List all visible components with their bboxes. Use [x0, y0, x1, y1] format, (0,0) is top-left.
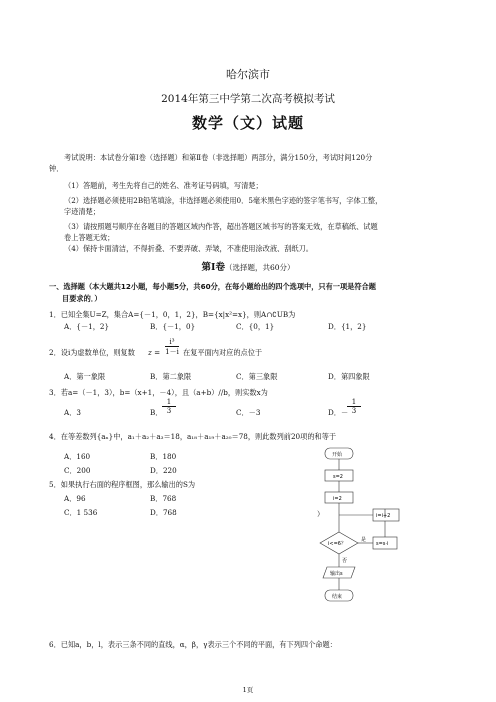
q3-option-a: A．3 — [64, 408, 81, 417]
q3-option-c: C．－3 — [236, 408, 261, 417]
q5-option-d: D．768 — [150, 508, 177, 517]
page-number: 1页 — [242, 686, 254, 694]
q4-option-d: D．220 — [150, 466, 177, 475]
fc-update-i-label: i=i+2 — [376, 513, 391, 519]
q4-option-b: B．180 — [150, 452, 177, 461]
q3-option-b-den: 3 — [166, 407, 172, 415]
instruction-item-4: （4）保持卡面清洁，不得折叠、不要弄破、弄皱，不准使用涂改液、刮纸刀。 — [64, 244, 313, 253]
q3-option-b-num: 1 — [166, 398, 172, 406]
instruction-item-1: （1）答题前，考生先将自己的姓名、准考证号码填，写清楚； — [64, 181, 263, 190]
q3-stem: 3．若a=（－1，3），b=（x+1，－4），且（a+b）//b，则实数x为 — [49, 388, 268, 397]
q1-option-c: C．{0，1} — [236, 322, 275, 331]
instruction-item-3b: 卷上答题无效； — [64, 233, 115, 242]
q2-fraction-den: 1－i — [165, 348, 179, 356]
fc-yes-label: 是 — [361, 537, 367, 543]
q4-option-a: A．160 — [64, 452, 91, 461]
fc-update-s-label: s=s·i — [376, 541, 389, 547]
exam-heading: 2014年第三中学第二次高考模拟考试 — [161, 93, 335, 105]
fc-end-label: 结束 — [332, 594, 343, 600]
q5-option-c: C．1 536 — [64, 508, 98, 517]
fc-no-label: 否 — [342, 558, 348, 564]
q2-z-eq: z = — [148, 348, 161, 357]
q5-option-a: A．96 — [64, 494, 86, 503]
instructions-line1b: 钟． — [49, 164, 64, 173]
q1-option-d: D．{1，2} — [328, 322, 367, 331]
q2-option-d: D．第四象限 — [328, 372, 370, 381]
q2-stem-post: 在复平面内对应的点位于 — [183, 348, 263, 357]
instruction-item-3: （3）请按照题号顺序在各题目的答题区域内作答，超出答题区域书写的答案无效，在草稿纸、试题 — [64, 222, 378, 231]
section-heading-note: （选择题，共60分） — [224, 263, 295, 272]
q2-fraction-num: i³ — [169, 338, 175, 346]
q3-option-d-num: 1 — [351, 398, 357, 406]
section-intro-2: 目要求的．） — [62, 294, 102, 303]
fc-output-label: 输出s — [330, 571, 343, 577]
instruction-item-2b: 字迹清楚； — [64, 207, 100, 216]
q3-option-b: B． — [150, 408, 163, 417]
q3-option-d: D．－ — [328, 408, 349, 417]
instruction-item-2: （2）选择题必须使用2B铅笔填涂，非选择题必须使用0．5毫米黑色字迹的签字笔书写，字体工整， — [64, 196, 383, 205]
fc-i-init-label: i=2 — [333, 496, 342, 502]
q1-option-a: A．{－1，2} — [64, 322, 110, 331]
q5-stem: 5．如果执行右面的程序框图，那么输出的S为 — [49, 480, 196, 489]
fc-s-init-label: s=2 — [333, 474, 343, 480]
q2-option-a: A．第一象限 — [64, 372, 106, 381]
section-intro-1: 一、选择题（本大题共12小题，每小题5分，共60分，在每小题给出的四个选项中，只有一项是符合题 — [49, 282, 376, 291]
q5-option-b: B．768 — [150, 494, 177, 503]
fc-side-mark: ） — [317, 510, 324, 518]
section-heading-label: 第Ⅰ卷 — [201, 262, 225, 273]
q6-stem: 6．已知a，b，l，表示三条不同的直线，α，β，γ表示三个不同的平面，有下列四个命题： — [49, 640, 337, 649]
q2-option-c: C．第三象限 — [236, 372, 278, 381]
q2-stem-pre: 2．设i为虚数单位，则复数 — [49, 348, 135, 357]
q2-option-b: B．第二象限 — [150, 372, 192, 381]
q4-option-c: C．200 — [64, 466, 91, 475]
q1-stem: 1．已知全集U=Z，集合A={－1，0，1，2}，B={x|x²=x}，则A∩∁UB为 — [49, 310, 296, 319]
q4-stem: 4．在等差数列{aₙ}中，a₁＋a₂＋a₃＝18，a₁₈＋a₁₉＋a₂₀＝78，则此数列前20项的和等于 — [49, 432, 337, 441]
city-heading: 哈尔滨市 — [226, 68, 270, 81]
q1-option-b: B．{－1，0} — [150, 322, 196, 331]
page-title: 数学（文）试题 — [191, 114, 304, 132]
q3-option-d-den: 3 — [351, 407, 357, 415]
fc-cond-label: i<=6？ — [328, 541, 346, 547]
fc-start-label: 开始 — [332, 452, 343, 458]
instructions-line1: 考试说明：本试卷分第Ⅰ卷（选择题）和第Ⅱ卷（非选择题）两部分，满分150分，考试时间120分 — [64, 153, 373, 162]
